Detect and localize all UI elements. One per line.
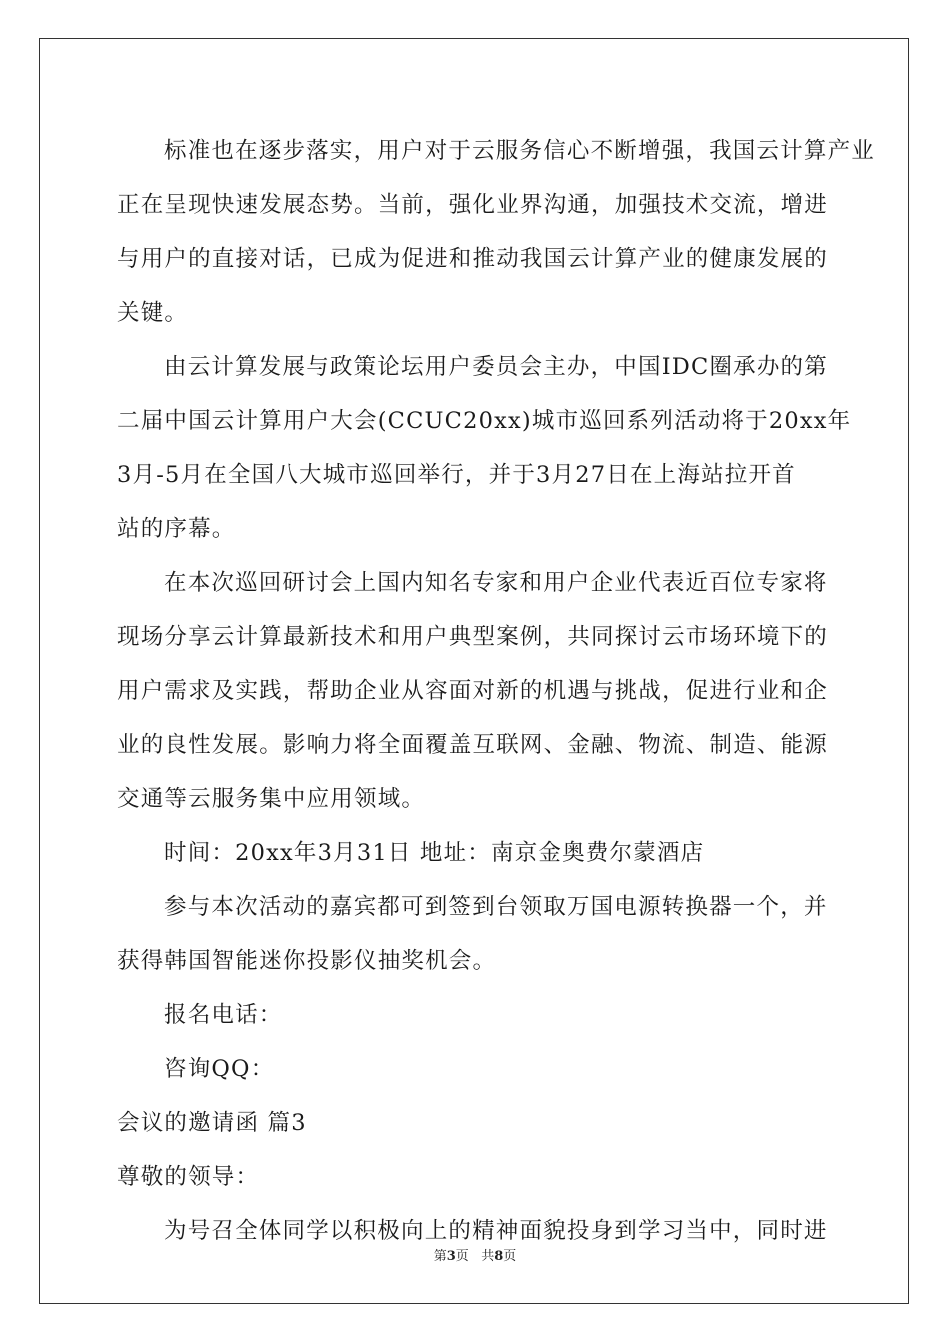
footer-mid: 页 共 bbox=[455, 1249, 495, 1264]
document-body bbox=[117, 124, 876, 1258]
text-line: 交通等云服务集中应用领域。 bbox=[117, 786, 426, 812]
footer-suffix: 页 bbox=[503, 1249, 517, 1264]
text-line: 参与本次活动的嘉宾都可到签到台领取万国电源转换器一个，并 bbox=[164, 894, 828, 920]
registration-phone: 报名电话： bbox=[164, 1002, 283, 1028]
text-line: 关键。 bbox=[117, 300, 189, 326]
current-page-number: 3 bbox=[446, 1249, 456, 1264]
text-line: 标准也在逐步落实，用户对于云服务信心不断增强，我国云计算产业 bbox=[164, 138, 876, 164]
text-line: 现场分享云计算最新技术和用户典型案例，共同探讨云市场环境下的 bbox=[117, 624, 829, 650]
text-line: 为号召全体同学以积极向上的精神面貌投身到学习当中，同时进 bbox=[164, 1218, 828, 1244]
text-line: 在本次巡回研讨会上国内知名专家和用户企业代表近百位专家将 bbox=[164, 570, 828, 596]
text-line: 正在呈现快速发展态势。当前，强化业界沟通，加强技术交流，增进 bbox=[117, 192, 829, 218]
salutation: 尊敬的领导： bbox=[117, 1164, 260, 1190]
total-page-number: 8 bbox=[494, 1249, 504, 1264]
footer-prefix: 第 bbox=[433, 1249, 447, 1264]
text-line: 获得韩国智能迷你投影仪抽奖机会。 bbox=[117, 948, 497, 974]
consult-qq: 咨询QQ： bbox=[164, 1056, 275, 1082]
event-time-address: 时间：20xx年3月31日 地址：南京金奥费尔蒙酒店 bbox=[164, 840, 705, 866]
text-line: 由云计算发展与政策论坛用户委员会主办，中国IDC圈承办的第 bbox=[164, 354, 828, 380]
text-line: 站的序幕。 bbox=[117, 516, 236, 542]
text-line: 业的良性发展。影响力将全面覆盖互联网、金融、物流、制造、能源 bbox=[117, 732, 829, 758]
section-heading: 会议的邀请函 篇3 bbox=[117, 1110, 307, 1136]
text-line: 二届中国云计算用户大会(CCUC20xx)城市巡回系列活动将于20xx年 bbox=[117, 408, 852, 434]
text-line: 用户需求及实践，帮助企业从容面对新的机遇与挑战，促进行业和企 bbox=[117, 678, 829, 704]
page-footer bbox=[0, 1249, 950, 1265]
text-line: 3月-5月在全国八大城市巡回举行，并于3月27日在上海站拉开首 bbox=[117, 462, 796, 488]
text-line: 与用户的直接对话，已成为促进和推动我国云计算产业的健康发展的 bbox=[117, 246, 829, 272]
